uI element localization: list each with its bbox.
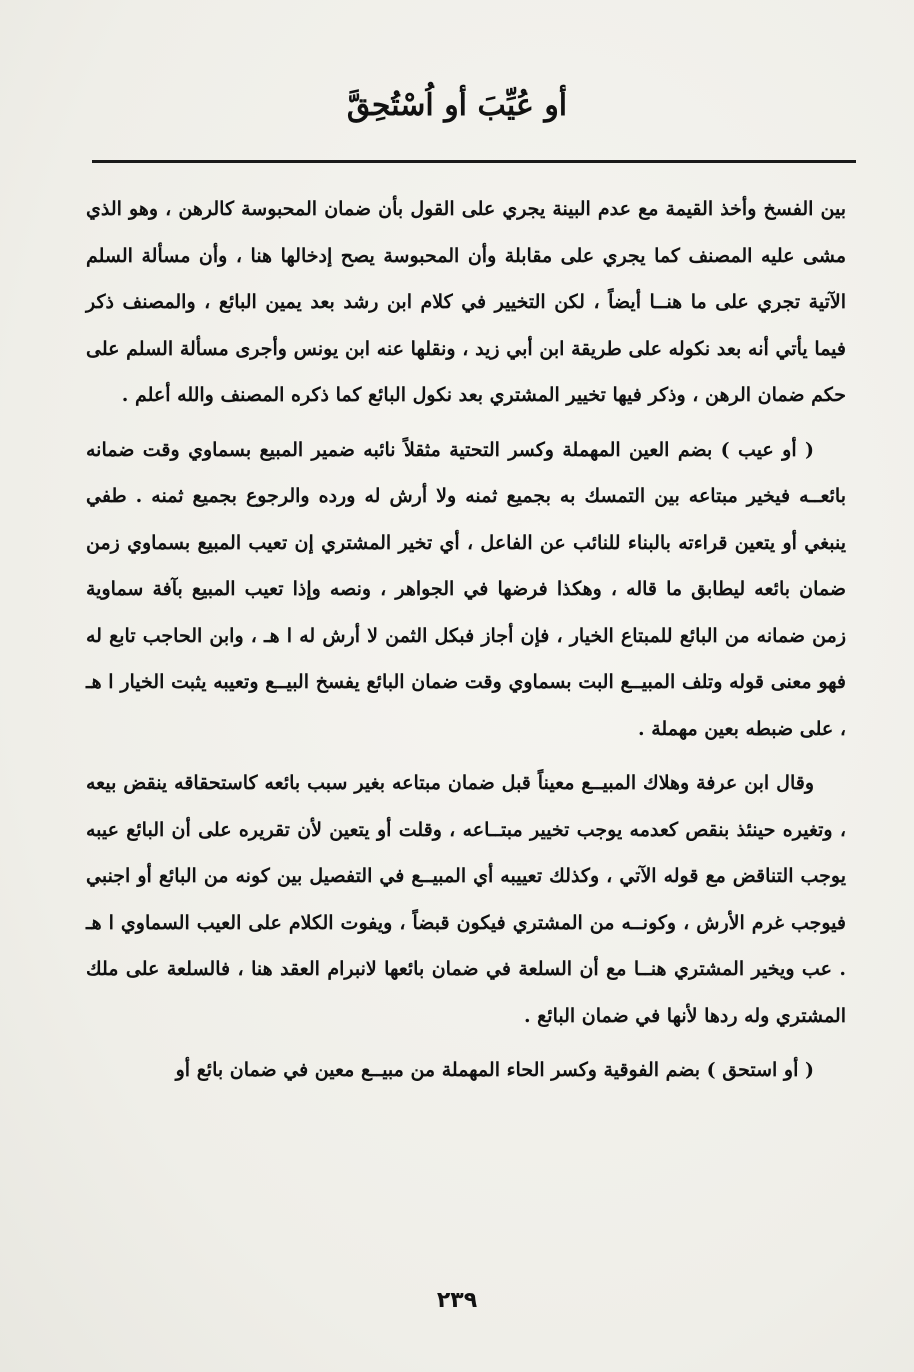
paragraph: بين الفسخ وأخذ القيمة مع عدم البينة يجري على القول بأن ضمان المحبوسة كالرهن ، وهو الذي مشى عليه المصنف كما يجري على مقابلة وأن المحبوسة يصح إدخالها هنا ، وأن مسألة السلم الآتية تجري على ما هنــا أيضاً ، لكن التخيير في كلام ابن رشد بعد يمين البائع ، والمصنف ذكر فيما يأتي أنه بعد نكوله على طريقة ابن أبي زيد ، ونقلها عنه ابن يونس وأجرى مسألة السلم على حكم ضمان الرهن ، وذكر فيها تخيير المشتري بعد نكول البائع كما ذكره المصنف والله أعلم .	[86, 198, 846, 406]
page-number: ٢٣٩	[436, 1288, 478, 1313]
body-text	[86, 186, 846, 1094]
paragraph: ( أو عيب ) بضم العين المهملة وكسر التحتية مثقلاً نائبه ضمير المبيع بسماوي وقت ضمانه بائعــه فيخير مبتاعه بين التمسك به بجميع ثمنه ولا أرش له ورده والرجوع بجميع ثمنه . طفي ينبغي أو يتعين قراءته بالبناء للنائب عن الفاعل ، أي تخير المشتري إن تعيب المبيع بسماوي زمن ضمان بائعه ليطابق ما قاله ، وهكذا فرضها في الجواهر ، ونصه وإذا تعيب المبيع بآفة سماوية زمن ضمانه من البائع للمبتاع الخيار ، فإن أجاز فبكل الثمن لا أرش له ا هـ ، وابن الحاجب تابع له فهو معنى قوله وتلف المبيــع البت بسماوي وقت ضمان البائع يفسخ البيــع وتعيبه يثبت الخيار ا هـ ، على ضبطه بعين مهملة .	[86, 438, 846, 740]
header-divider	[92, 160, 856, 163]
page-header-title: أو عُيِّبَ أو اُسْتُحِقَّ	[346, 88, 568, 123]
paragraph: ( أو استحق ) بضم الفوقية وكسر الحاء المهملة من مبيــع معين في ضمان بائع أو	[175, 1059, 814, 1081]
paragraph: وقال ابن عرفة وهلاك المبيــع معيناً قبل ضمان مبتاعه بغير سبب بائعه كاستحقاقه ينقض بيعه ، وتغيره حينئذ بنقص كعدمه يوجب تخيير مبتــاعه ، وقلت أو يتعين لأن تقريره على أن البائع عيبه يوجب التناقض مع قوله الآتي ، وكذلك تعييبه أي المبيــع في التفصيل بين كونه من البائع أو اجنبي فيوجب غرم الأرش ، وكونــه من المشتري فيكون قبضاً ، ويفوت الكلام على العيب السماوي ا هـ . عب ويخير المشتري هنــا مع أن السلعة في ضمان بائعها لانبرام العقد هنا ، فالسلعة على ملك المشتري وله ردها لأنها في ضمان البائع .	[86, 772, 846, 1027]
